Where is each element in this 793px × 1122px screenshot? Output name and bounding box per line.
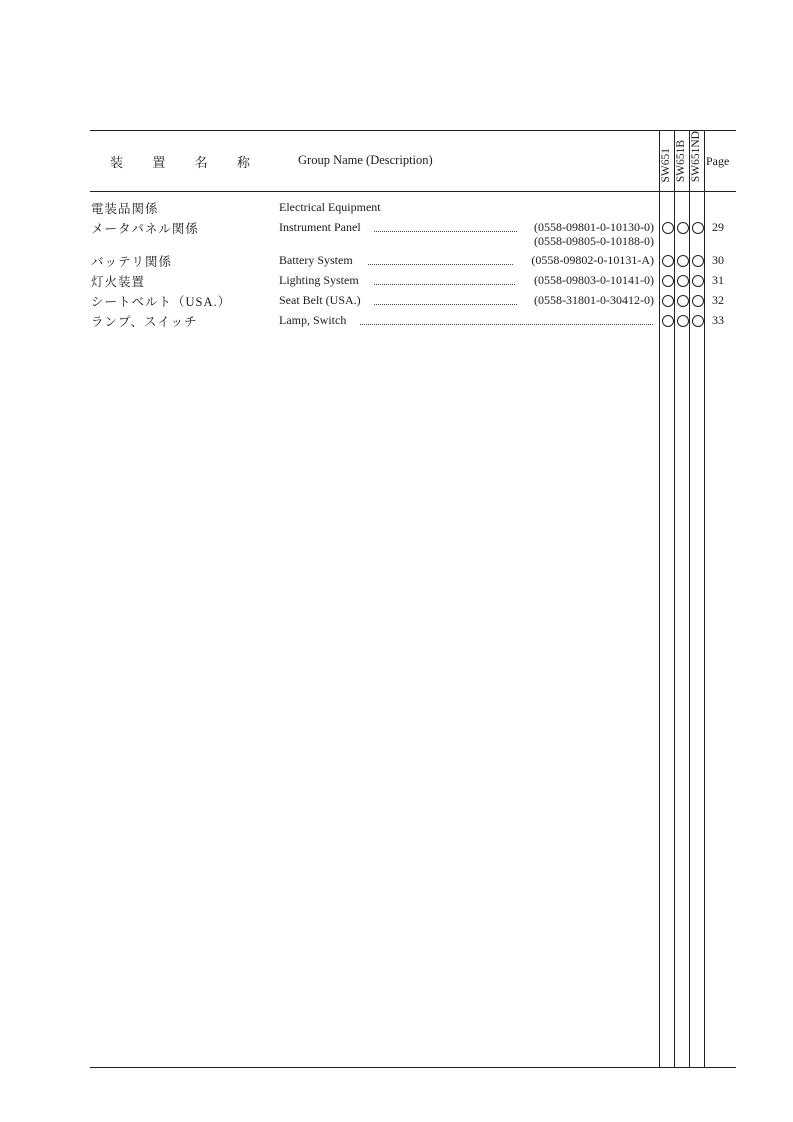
row-code: (0558-09801-0-10130-0) — [534, 220, 654, 234]
row-page: 29 — [712, 220, 724, 234]
header-jp-title — [110, 152, 250, 171]
row-jp-name: メータパネル関係 — [91, 222, 199, 236]
top-rule — [90, 130, 736, 131]
column-divider — [674, 130, 675, 1068]
column-divider — [704, 130, 705, 1068]
header-jp-char: 装 — [110, 155, 124, 170]
header-rule — [90, 191, 736, 192]
check-circle-icon — [662, 315, 674, 327]
row-code: (0558-09805-0-10188-0) — [534, 234, 654, 248]
header-model-sw651: SW651 — [660, 147, 672, 182]
row-jp-name: シートベルト（USA.） — [91, 295, 232, 309]
dot-leader — [374, 272, 515, 285]
row-en-name: Instrument Panel — [279, 220, 361, 234]
check-circle-icon — [692, 275, 704, 287]
check-circle-icon — [692, 255, 704, 267]
row-en-name: Battery System — [279, 253, 353, 267]
check-circle-icon — [692, 295, 704, 307]
header-model-sw651b: SW651B — [675, 139, 687, 182]
header-page: Page — [706, 154, 730, 168]
row-page: 33 — [712, 313, 724, 327]
dot-leader — [374, 292, 517, 305]
check-circle-icon — [692, 222, 704, 234]
dot-leader — [374, 219, 517, 232]
row-jp-name: ランプ、スイッチ — [91, 315, 198, 329]
header-jp-char: 称 — [236, 155, 250, 170]
row-en-name: Lighting System — [279, 273, 359, 287]
header-group-name: Group Name (Description) — [298, 153, 433, 167]
dot-leader — [368, 252, 513, 265]
header-jp-char: 名 — [194, 155, 208, 170]
check-circle-icon — [677, 255, 689, 267]
row-page: 32 — [712, 293, 724, 307]
check-circle-icon — [662, 222, 674, 234]
dot-leader — [360, 312, 653, 325]
check-circle-icon — [677, 275, 689, 287]
check-circle-icon — [662, 295, 674, 307]
row-en-name: Lamp, Switch — [279, 313, 347, 327]
row-jp-name: バッテリ関係 — [91, 255, 173, 269]
check-circle-icon — [677, 295, 689, 307]
row-code: (0558-09803-0-10141-0) — [534, 273, 654, 287]
check-circle-icon — [662, 255, 674, 267]
bottom-rule — [90, 1067, 736, 1068]
row-en-name: Seat Belt (USA.) — [279, 293, 361, 307]
column-divider — [689, 130, 690, 1068]
row-code: (0558-09802-0-10131-A) — [531, 253, 654, 267]
header-model-sw651nd: SW651ND — [690, 130, 702, 182]
check-circle-icon — [677, 315, 689, 327]
check-circle-icon — [692, 315, 704, 327]
check-circle-icon — [662, 275, 674, 287]
section-jp: 電装品関係 — [91, 202, 159, 216]
row-code: (0558-31801-0-30412-0) — [534, 293, 654, 307]
header-jp-char: 置 — [152, 155, 166, 170]
row-page: 30 — [712, 253, 724, 267]
row-page: 31 — [712, 273, 724, 287]
check-circle-icon — [677, 222, 689, 234]
row-jp-name: 灯火装置 — [91, 275, 146, 289]
section-en: Electrical Equipment — [279, 200, 381, 214]
column-divider — [659, 130, 660, 1068]
